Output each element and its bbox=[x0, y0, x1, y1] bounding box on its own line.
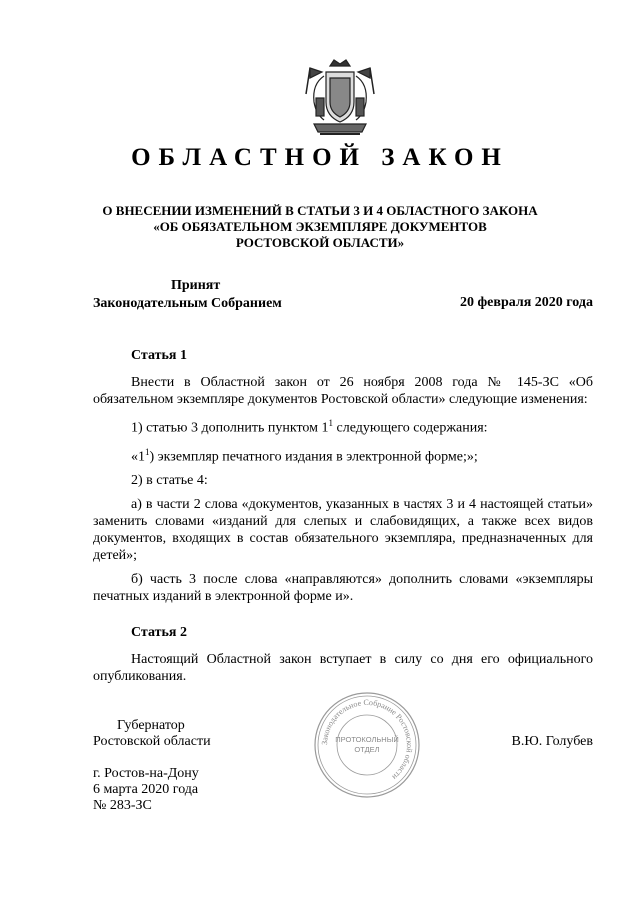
article-1-intro: Внести в Областной закон от 26 ноября 2008 года № 145-ЗС «Об обязательном экземпляре документов Ростовской области» следующие изменения: bbox=[93, 375, 593, 407]
quote-text: ) экземпляр печатного издания в электронной форме;»; bbox=[149, 449, 478, 465]
accepted-by bbox=[93, 277, 282, 313]
document-body bbox=[93, 347, 593, 692]
signature-position bbox=[93, 718, 211, 750]
law-number: № 283-ЗС bbox=[93, 798, 152, 813]
article-1-item-2a: а) в части 2 слова «документов, указанных в частях 3 и 4 настоящей статьи» заменить словами «изданий для слепых и слабовидящих, а также всех видов документов, входящих в состав обязательного экземпляра, предназначенных для детей»; bbox=[93, 497, 593, 564]
quote-open: «1 bbox=[131, 449, 145, 465]
signatory-name: В.Ю. Голубев bbox=[511, 734, 593, 749]
article-1-heading: Статья 1 bbox=[131, 348, 187, 363]
quote-sup: 1 bbox=[145, 446, 150, 457]
item-1-text: 1) статью 3 дополнить пунктом 1 bbox=[131, 420, 329, 436]
article-1-item-1 bbox=[93, 415, 593, 437]
place-date: 6 марта 2020 года bbox=[93, 782, 199, 797]
accepted-label: Принят bbox=[171, 278, 221, 293]
position-region: Ростовской области bbox=[93, 734, 211, 749]
article-2-text: Настоящий Областной закон вступает в силу со дня его официального опубликования. bbox=[93, 652, 593, 685]
document-subtitle bbox=[0, 203, 640, 251]
article-2-heading: Статья 2 bbox=[131, 625, 187, 641]
stamp-center-line2: ОТДЕЛ bbox=[354, 745, 380, 754]
document-title: ОБЛАСТНОЙ ЗАКОН bbox=[131, 144, 509, 171]
stamp-ring-text: Законодательное Собрание Ростовской области bbox=[319, 697, 415, 782]
article-1-quote bbox=[93, 444, 593, 466]
subtitle-line: «ОБ ОБЯЗАТЕЛЬНОМ ЭКЗЕМПЛЯРЕ ДОКУМЕНТОВ bbox=[153, 219, 487, 234]
accepted-body: Законодательным Собранием bbox=[93, 296, 282, 311]
item-1-tail: следующего содержания: bbox=[333, 420, 488, 436]
place-city: г. Ростов-на-Дону bbox=[93, 766, 199, 781]
article-1-item-2b: б) часть 3 после слова «направляются» дополнить словами «экземпляры печатных изданий в электронной форме и». bbox=[93, 572, 593, 605]
item-1-sup: 1 bbox=[328, 418, 334, 428]
coat-of-arms-emblem-icon bbox=[300, 58, 380, 140]
subtitle-line: О ВНЕСЕНИИ ИЗМЕНЕНИЙ В СТАТЬИ 3 И 4 ОБЛАСТНОГО ЗАКОНА bbox=[102, 203, 538, 218]
accepted-date: 20 февраля 2020 года bbox=[460, 295, 593, 310]
place-and-date bbox=[93, 766, 199, 814]
official-stamp-icon bbox=[312, 690, 422, 800]
subtitle-line: РОСТОВСКОЙ ОБЛАСТИ» bbox=[235, 235, 405, 250]
position-title: Губернатор bbox=[117, 718, 185, 733]
stamp-center-line1: ПРОТОКОЛЬНЫЙ bbox=[335, 735, 399, 744]
article-1-item-2: 2) в статье 4: bbox=[131, 473, 208, 489]
